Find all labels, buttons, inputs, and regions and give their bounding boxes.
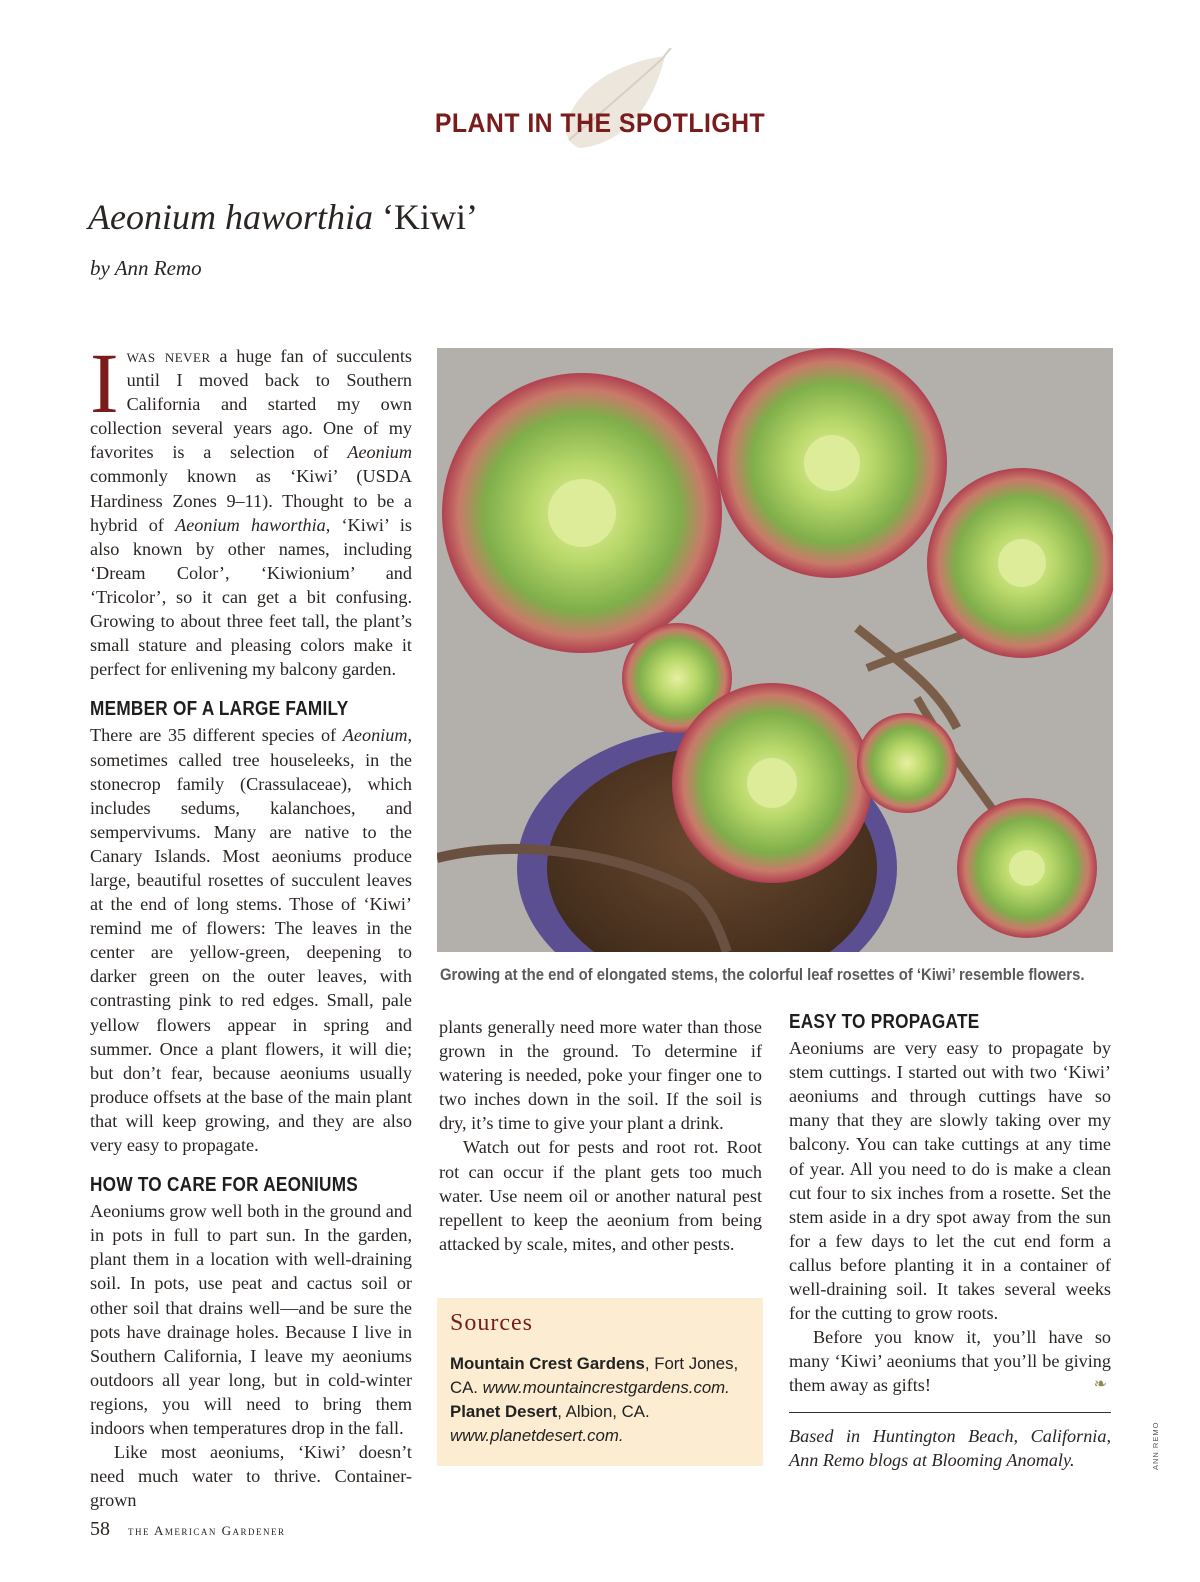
water-paragraph: Like most aeoniums, ‘Kiwi’ doesn’t need much water to thrive. Container-grown — [90, 1442, 412, 1511]
author-bio: Based in Huntington Beach, California, Ann Remo blogs at Blooming Anomaly. — [789, 1426, 1111, 1470]
photo-caption: Growing at the end of elongated stems, the colorful leaf rosettes of ‘Kiwi’ resemble flowers. — [440, 966, 1085, 984]
column-3 — [789, 1010, 1111, 1398]
source-name: Planet Desert — [450, 1402, 558, 1421]
page-number: 58 — [90, 1518, 110, 1540]
leaf-ornament-icon — [555, 48, 675, 158]
column-2 — [439, 1015, 762, 1256]
heading-large-family: MEMBER OF A LARGE FAMILY — [90, 698, 349, 721]
publication-name: the American Gardener — [128, 1523, 286, 1538]
pests-paragraph: Watch out for pests and root rot. Root rot can occur if the plant gets too much water. Use neem oil or another natural pest repellent to keep the aeonium from being attacked by scale, mites, and other pests. — [439, 1137, 762, 1254]
source-link[interactable]: www.planetdesert.com. — [450, 1426, 624, 1445]
sources-box — [437, 1298, 763, 1466]
heading-propagate: EASY TO PROPAGATE — [789, 1011, 980, 1033]
heading-care: HOW TO CARE FOR AEONIUMS — [90, 1174, 359, 1197]
drop-cap: I — [90, 335, 119, 431]
care-paragraph: Aeoniums grow well both in the ground and in pots in full to part sun. In the garden, plant them in a location with well-draining soil. In pots, use peat and cactus soil or other soil that drains well—and be sure the pots have drainage holes. Because I live in Southern California, I leave my aeoniums outdoors all year long, but in cold-winter regions, you will need to bring them indoors when temperatures drop in the fall. — [90, 1201, 412, 1439]
source-name: Mountain Crest Gardens — [450, 1354, 645, 1373]
sources-title: Sources — [450, 1310, 533, 1336]
source-link[interactable]: www.mountaincrestgardens.com. — [482, 1378, 730, 1397]
sources-list: Mountain Crest Gardens, Fort Jones, CA. www.mountaincrestgardens.com. Planet Desert, Albion, CA. www.planetdesert.com. — [450, 1354, 739, 1445]
end-mark-icon: ❧ — [1093, 1376, 1107, 1394]
intro-paragraph: Iwas never a huge fan of succulents until I moved back to Southern California and started my own collection several years ago. One of my favorites is a selection of Aeonium commonly known as ‘Kiwi’ (USDA Hardiness Zones 9–11). Thought to be a hybrid of Aeonium haworthia, ‘Kiwi’ is also known by other names, including ‘Dream Color’, ‘Kiwionium’ and ‘Tricolor’, so it can get a bit confusing. Growing to about three feet tall, the plant’s small stature and pleasing colors make it perfect for enlivening my balcony garden. — [90, 335, 412, 680]
article-title — [88, 196, 478, 238]
photo-credit: ANN REMO — [1151, 1421, 1160, 1470]
title-botanical: Aeonium haworthia — [88, 197, 373, 237]
title-cultivar: ‘Kiwi’ — [373, 197, 478, 237]
closing-paragraph: Before you know it, you’ll have so many ‘Kiwi’ aeoniums that you’ll be giving them away as gifts! ❧ — [789, 1325, 1111, 1397]
watering-paragraph: plants generally need more water than those grown in the ground. To determine if watering is needed, poke your finger one to two inches down in the soil. If the soil is dry, it’s time to give your plant a drink. — [439, 1017, 762, 1134]
bio-divider — [789, 1412, 1111, 1413]
lead-in-smallcaps: was never — [126, 346, 211, 366]
propagate-paragraph: Aeoniums are very easy to propagate by stem cuttings. I started out with two ‘Kiwi’ aeoniums and through cuttings have so many that they are slowly taking over my balcony. You can take cuttings at any time of year. All you need to do is make a clean cut four to six inches from a rosette. Set the stem aside in a dry spot away from the sun for a few days to let the cut end form a callus before planting it in a container of well-draining soil. It takes several weeks for the cutting to grow roots. — [789, 1038, 1111, 1324]
section-title: PLANT IN THE SPOTLIGHT — [434, 108, 766, 138]
column-1 — [90, 335, 412, 1512]
family-paragraph: There are 35 different species of Aeonium, sometimes called tree houseleeks, in the stonecrop family (Crassulaceae), which includes sedums, kalanchoes, and sempervivums. Many are native to the Canary Islands. Most aeoniums produce large, beautiful rosettes of succulent leaves at the end of long stems. Those of ‘Kiwi’ remind me of flowers: The leaves in the center are yellow-green, deepening to darker green on the outer leaves, with contrasting pink to red edges. Small, pale yellow flowers appear in spring and summer. Once a plant flowers, it will die; but don’t fear, because aeoniums usually produce offsets at the base of the main plant that will keep growing, and they are also very easy to propagate. — [90, 725, 412, 1155]
aeonium-photo — [437, 348, 1113, 952]
byline: by Ann Remo — [90, 256, 202, 280]
